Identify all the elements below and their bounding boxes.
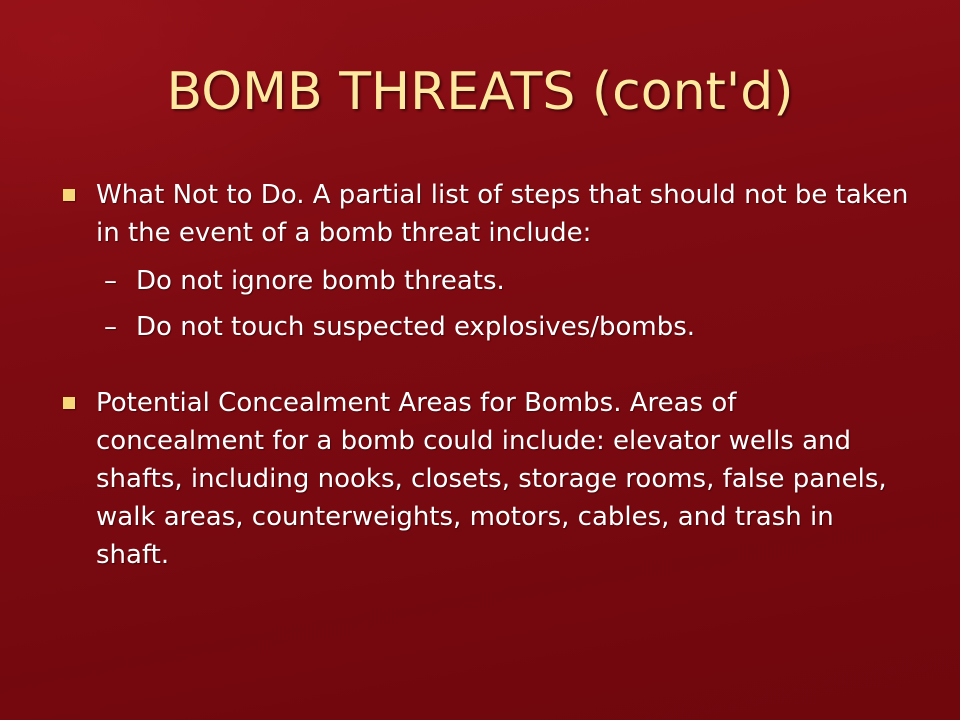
sub-bullet-item [60, 308, 910, 346]
bullet-item [60, 176, 910, 252]
slide-title: BOMB THREATS (cont'd) [166, 62, 794, 122]
bullet-text: What Not to Do. A partial list of steps that should not be taken in the event of a bomb threat include: [96, 180, 909, 248]
sub-bullet-text: Do not touch suspected explosives/bombs. [136, 312, 696, 342]
square-bullet-icon [63, 189, 75, 201]
dash-marker: – [104, 312, 117, 342]
slide-body [60, 176, 910, 574]
bullet-item [60, 384, 910, 574]
sub-bullet-item [60, 262, 910, 300]
dash-marker: – [104, 266, 117, 296]
square-bullet-icon [63, 397, 75, 409]
bullet-text: Potential Concealment Areas for Bombs. Areas of concealment for a bomb could include: elevator wells and shafts, including nooks, closets, storage rooms, false panels, walk areas, counterweights, motors, cables, and trash in shaft. [96, 388, 887, 570]
sub-bullet-text: Do not ignore bomb threats. [136, 266, 505, 296]
